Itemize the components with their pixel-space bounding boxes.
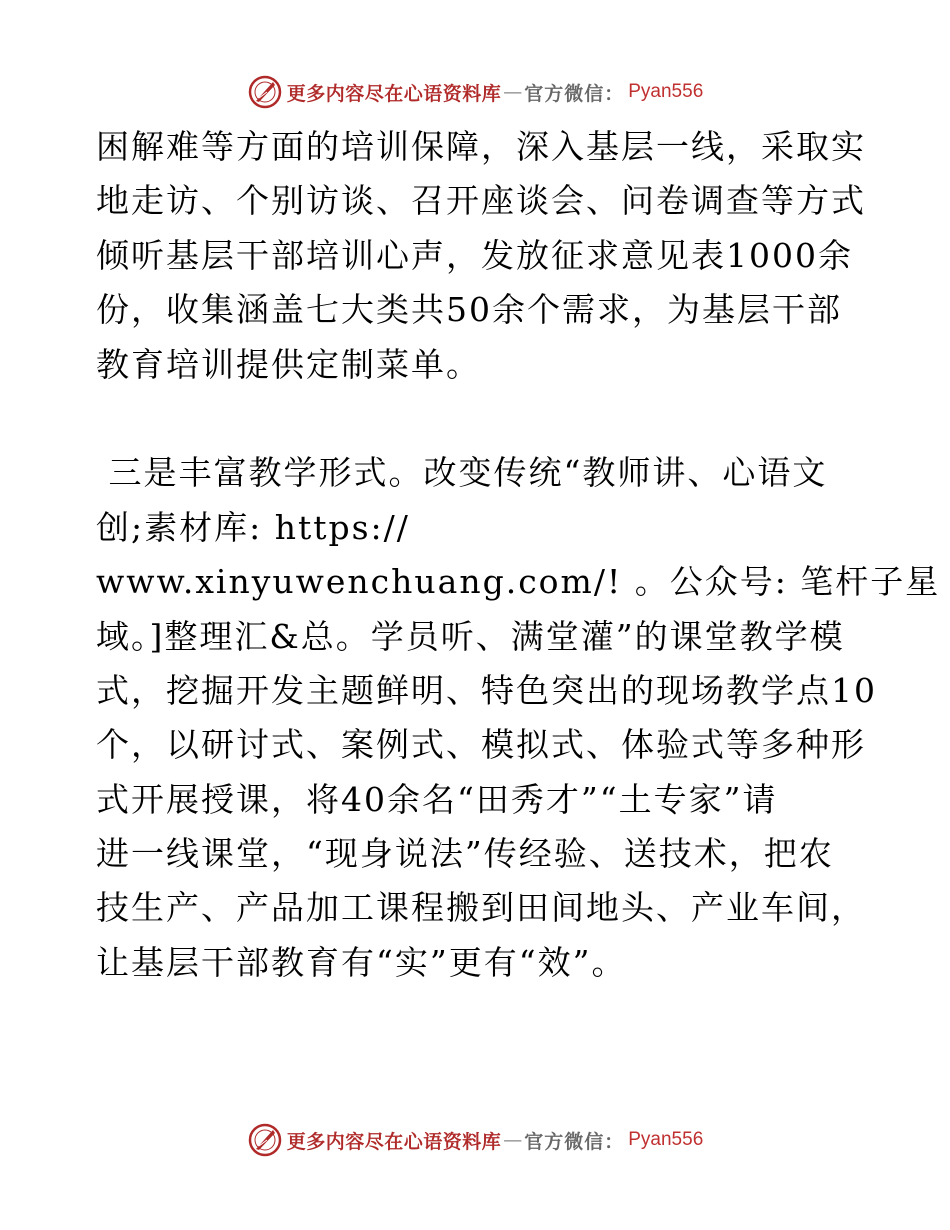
paragraph-2 — [96, 446, 941, 990]
text-line: 困解难等方面的培训保障，深入基层一线，采取实 — [96, 127, 866, 166]
paragraph-1 — [96, 120, 866, 392]
text-line: 创;素材库: https:// — [96, 507, 410, 547]
header-wechat-id: Pyan556 — [628, 81, 704, 102]
header-wechat-label: 官方微信： — [524, 82, 625, 105]
text-line: 地走访、个别访谈、召开座谈会、问卷调查等方式 — [96, 181, 866, 221]
text-line: 进一线课堂，“现身说法”传经验、送技术，把农 — [96, 834, 834, 874]
text-line: 三是丰富教学形式。改变传统“教师讲、心语文 — [96, 453, 828, 493]
text-line: 个，以研讨式、案例式、模拟式、体验式等多种形 — [96, 725, 866, 765]
text-line: 式开展授课，将40余名“田秀才”“土专家”请 — [96, 779, 778, 819]
header-slogan: 更多内容尽在心语资料库 — [286, 82, 502, 105]
text-line: 技生产、产品加工课程搬到田间地头、产业车间， — [96, 888, 866, 928]
document-body — [96, 120, 941, 990]
header-separator: — — [503, 81, 523, 103]
footer-wechat-id: Pyan556 — [628, 1129, 704, 1150]
paragraph-spacer — [96, 392, 866, 446]
text-line: 份，收集涵盖七大类共50余个需求，为基层干部 — [96, 290, 842, 330]
text-line: 域。]整理汇&总。学员听、满堂灌”的课堂教学模 — [96, 616, 845, 656]
footer-banner — [0, 1120, 950, 1160]
quill-logo-icon — [247, 1122, 283, 1158]
text-line: 倾听基层干部培训心声，发放征求意见表1000余 — [96, 235, 853, 275]
footer-slogan: 更多内容尽在心语资料库 — [286, 1130, 502, 1153]
text-line: www.xinyuwenchuang.com/! 。公众号: 笔杆子星 — [96, 562, 941, 602]
text-line: 式，挖掘开发主题鲜明、特色突出的现场教学点10 — [96, 670, 877, 710]
text-line: 让基层干部教育有“实”更有“效”。 — [96, 942, 627, 982]
text-line: 教育培训提供定制菜单。 — [96, 344, 481, 384]
footer-wechat-label: 官方微信： — [524, 1130, 625, 1153]
quill-logo-icon — [247, 74, 283, 110]
footer-separator: — — [503, 1129, 523, 1151]
header-banner — [0, 72, 950, 112]
